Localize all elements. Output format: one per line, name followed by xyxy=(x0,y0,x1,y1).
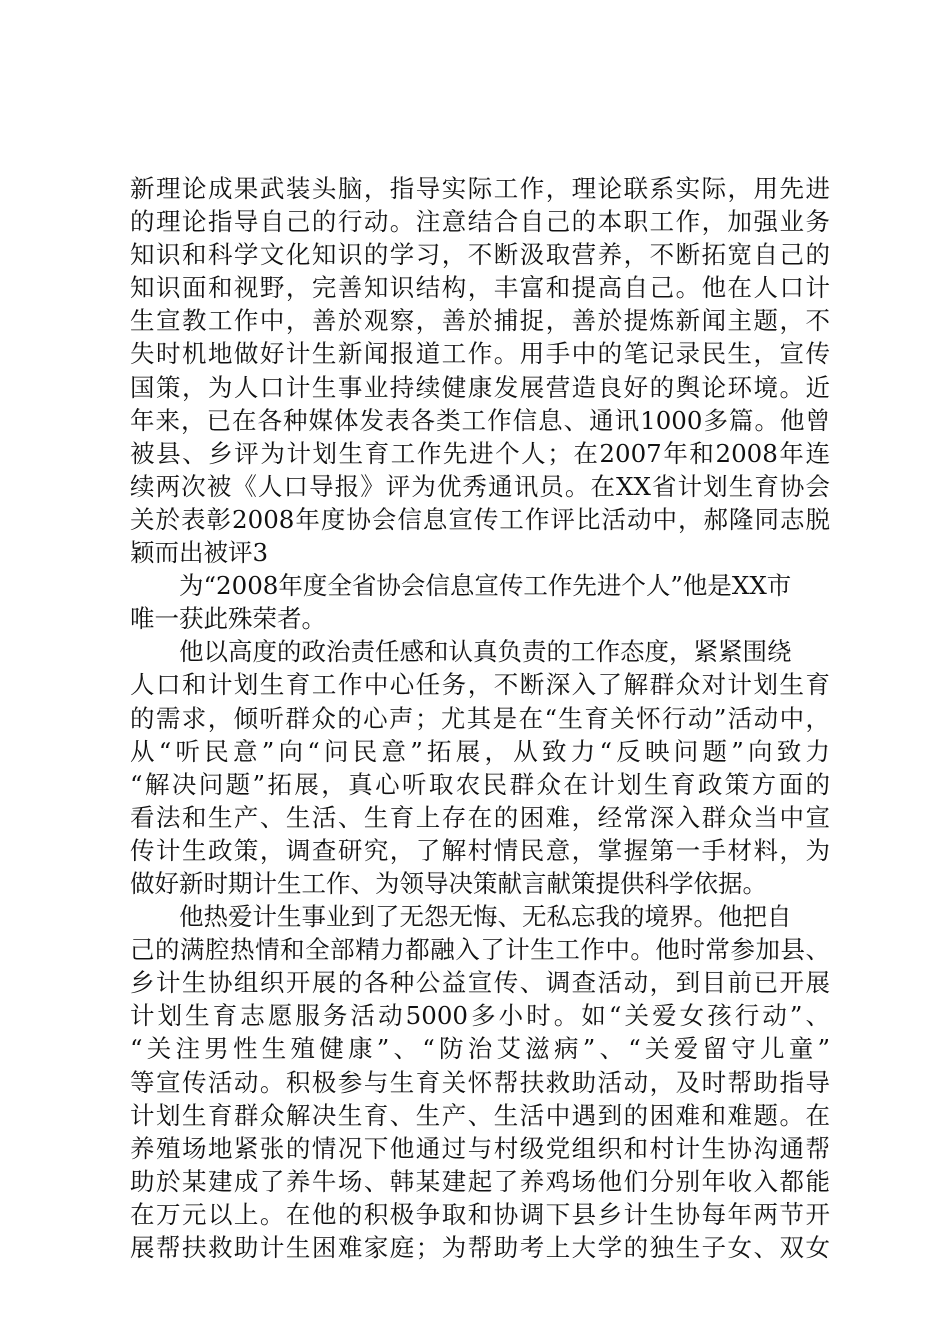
paragraph-4 xyxy=(130,900,830,1264)
text-line: 己的满腔热情和全部精力都融入了计生工作中。他时常参加县、 xyxy=(130,935,830,965)
text-line: “解决问题”拓展，真心听取农民群众在计划生育政策方面的 xyxy=(130,769,830,799)
text-line: 关於表彰2008年度协会信息宣传工作评比活动中，郝隆同志脱 xyxy=(130,504,830,534)
text-line: 传计生政策，调查研究，了解村情民意，掌握第一手材料，为 xyxy=(130,835,830,865)
text-line: 生宣教工作中，善於观察，善於捕捉，善於提炼新闻主题，不 xyxy=(130,306,830,336)
text-line: 被县、乡评为计划生育工作先进个人；在2007年和2008年连 xyxy=(130,438,830,468)
text-line: 的需求，倾听群众的心声；尤其是在“生育关怀行动”活动中， xyxy=(130,703,830,733)
text-line: 养殖场地紧张的情况下他通过与村级党组织和村计生协沟通帮 xyxy=(130,1133,830,1163)
text-line: 的理论指导自己的行动。注意结合自己的本职工作，加强业务 xyxy=(130,207,830,237)
text-line: 颖而出被评3 xyxy=(130,538,269,568)
text-line: 计划生育群众解决生育、生产、生活中遇到的困难和难题。在 xyxy=(130,1100,830,1130)
text-line: 失时机地做好计生新闻报道工作。用手中的笔记录民生，宣传 xyxy=(130,339,830,369)
text-line: 从“听民意”向“问民意”拓展，从致力“反映问题”向致力 xyxy=(130,736,830,766)
text-line: 唯一获此殊荣者。 xyxy=(130,604,326,634)
text-line: 看法和生产、生活、生育上存在的困难，经常深入群众当中宣 xyxy=(130,802,830,832)
document-body xyxy=(130,172,830,1264)
text-line: 展帮扶救助计生困难家庭；为帮助考上大学的独生子女、双女 xyxy=(130,1233,830,1262)
text-line: 做好新时期计生工作、为领导决策献言献策提供科学依据。 xyxy=(130,868,767,898)
text-line: 助於某建成了养牛场、韩某建起了养鸡场他们分别年收入都能 xyxy=(130,1166,830,1196)
text-line: “关注男性生殖健康”、“防治艾滋病”、“关爱留守儿童” xyxy=(130,1034,830,1064)
paragraph-3 xyxy=(130,635,830,900)
text-line: 新理论成果武装头脑，指导实际工作，理论联系实际，用先进 xyxy=(130,174,830,203)
text-line: 为“2008年度全省协会信息宣传工作先进个人”他是XX市 xyxy=(179,571,792,601)
text-line: 乡计生协组织开展的各种公益宣传、调查活动，到目前已开展 xyxy=(130,968,830,998)
text-line: 知识面和视野，完善知识结构，丰富和提高自己。他在人口计 xyxy=(130,273,830,303)
text-line: 知识和科学文化知识的学习，不断汲取营养，不断拓宽自己的 xyxy=(130,240,830,270)
text-line: 在万元以上。在他的积极争取和协调下县乡计生协每年两节开 xyxy=(130,1199,830,1229)
paragraph-2 xyxy=(130,569,830,635)
text-line: 年来，已在各种媒体发表各类工作信息、通讯1000多篇。他曾 xyxy=(130,405,830,435)
text-line: 续两次被《人口导报》评为优秀通讯员。在XX省计划生育协会 xyxy=(130,471,830,501)
text-line: 他以高度的政治责任感和认真负责的工作态度，紧紧围绕 xyxy=(179,637,792,667)
text-line: 人口和计划生育工作中心任务，不断深入了解群众对计划生育 xyxy=(130,670,830,700)
text-line: 他热爱计生事业到了无怨无悔、无私忘我的境界。他把自 xyxy=(179,902,792,932)
text-line: 计划生育志愿服务活动5000多小时。如“关爱女孩行动”、 xyxy=(130,1001,830,1031)
text-line: 等宣传活动。积极参与生育关怀帮扶救助活动，及时帮助指导 xyxy=(130,1067,830,1097)
text-line: 国策，为人口计生事业持续健康发展营造良好的舆论环境。近 xyxy=(130,372,830,402)
paragraph-1 xyxy=(130,172,830,569)
